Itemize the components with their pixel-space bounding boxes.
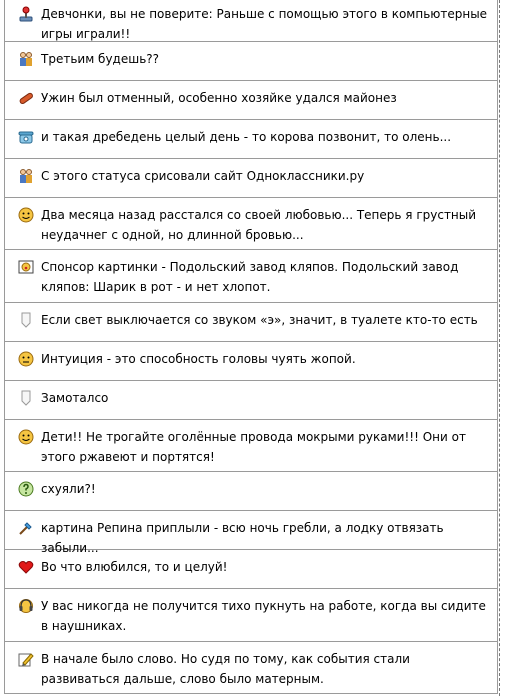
status-item[interactable] [4, 342, 498, 381]
status-text: Ужин был отменный, особенно хозяйке удался майонез [41, 91, 397, 105]
status-text: Во что влюбился, то и целуй! [41, 560, 228, 574]
status-text: Третьим будешь?? [41, 52, 160, 66]
smiley-face-icon [17, 207, 35, 223]
status-item[interactable] [4, 81, 498, 120]
people-icon [17, 51, 35, 67]
status-text: В начале было слово. Но судя по тому, как события стали развиваться дальше, слово было матерным. [41, 652, 410, 686]
joystick-icon [17, 6, 35, 22]
status-text: Интуиция - это способность головы чуять жопой. [41, 352, 356, 366]
status-item[interactable] [4, 550, 498, 589]
status-item[interactable] [4, 472, 498, 511]
status-item[interactable] [4, 120, 498, 159]
status-item[interactable] [4, 42, 498, 81]
status-text: Дети!! Не трогайте оголённые провода мокрыми руками!!! Они от этого ржавеют и портятся! [41, 430, 466, 464]
status-item[interactable] [4, 420, 498, 472]
brush-icon [17, 520, 35, 536]
blank-status-icon [17, 390, 35, 406]
status-text: и такая дребедень целый день - то корова позвонит, то олень... [41, 130, 452, 144]
status-text: Если свет выключается со звуком «э», значит, в туалете кто-то есть [41, 313, 478, 327]
status-item[interactable] [4, 198, 498, 250]
page-divider [499, 0, 500, 696]
heart-icon [17, 559, 35, 575]
status-item[interactable] [4, 642, 498, 694]
phone-icon [17, 129, 35, 145]
smiley-face-icon [17, 429, 35, 445]
status-item[interactable] [4, 511, 498, 555]
people-icon [17, 168, 35, 184]
status-text: схуяли?! [41, 482, 96, 496]
status-item[interactable] [4, 589, 498, 642]
sausage-icon [17, 90, 35, 106]
thinking-face-icon [17, 351, 35, 367]
status-list [4, 0, 498, 694]
headphones-icon [17, 598, 35, 614]
status-text: Девчонки, вы не поверите: Раньше с помощью этого в компьютерные игры играли!! [41, 7, 488, 41]
status-item[interactable] [4, 159, 498, 198]
status-text: Два месяца назад расстался со своей любовью... Теперь я грустный неудачнег с одной, но длинной бровью... [41, 208, 477, 242]
status-item[interactable] [4, 381, 498, 420]
picture-icon [17, 259, 35, 275]
status-text: Спонсор картинки - Подольский завод кляпов. Подольский завод кляпов: Шарик в рот - и нет хлопот. [41, 260, 459, 294]
status-text: С этого статуса срисовали сайт Одноклассники.ру [41, 169, 365, 183]
pencil-icon [17, 651, 35, 667]
question-face-icon [17, 481, 35, 497]
status-text: У вас никогда не получится тихо пукнуть на работе, когда вы сидите в наушниках. [41, 599, 486, 633]
status-item[interactable] [4, 0, 498, 42]
blank-status-icon [17, 312, 35, 328]
status-text: Замоталсо [41, 391, 109, 405]
status-item[interactable] [4, 250, 498, 303]
status-item[interactable] [4, 303, 498, 342]
status-text: картина Репина приплыли - всю ночь гребли, а лодку отвязать забыли... [41, 521, 444, 555]
